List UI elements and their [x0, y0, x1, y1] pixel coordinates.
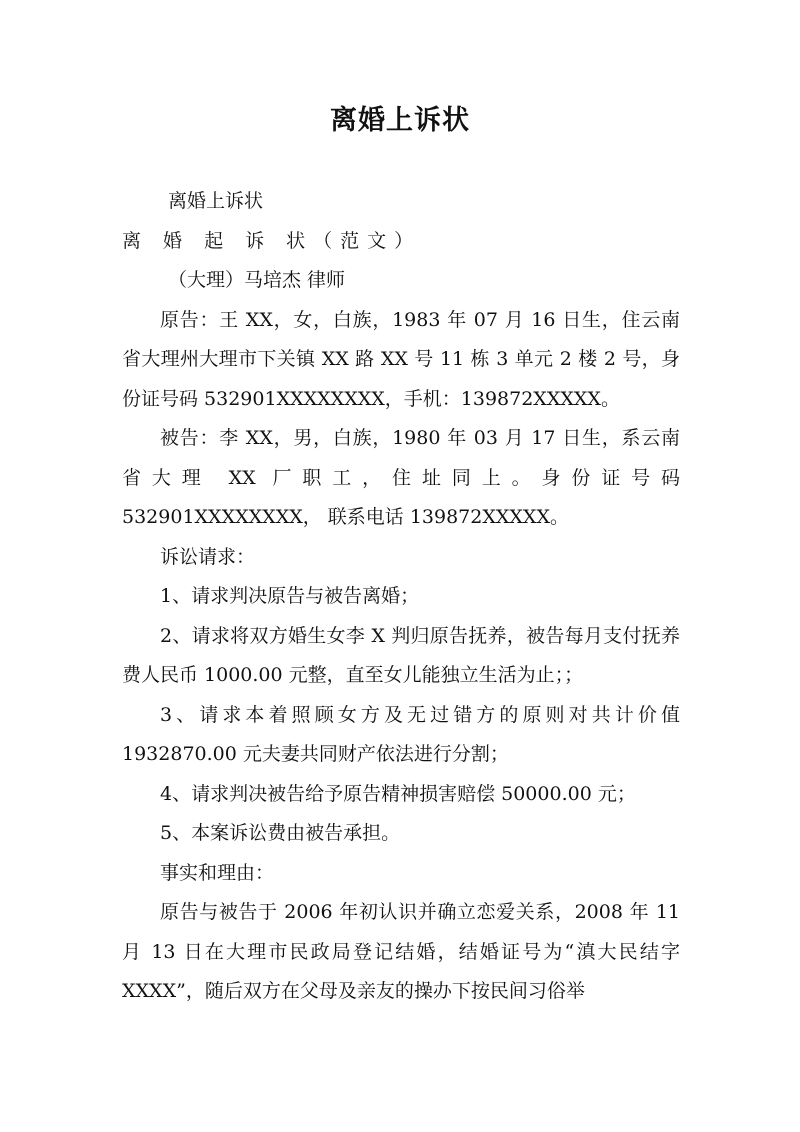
- author-paragraph: （大理）马培杰 律师: [168, 269, 346, 291]
- claim-item-4: 4、请求判决被告给予原告精神损害赔偿 50000.00 元；: [160, 782, 636, 805]
- defendant-paragraph: 被告：李 XX，男，白族，1980 年 03 月 17 日生，系云南省大理 XX 厂职工，住址同上。身份证号码 532901XXXXXXXX， 联系电话 139872XXXXX。: [122, 427, 680, 528]
- document-title: 离婚上诉状: [330, 105, 470, 136]
- claim-item-1: 1、请求判决原告与被告离婚；: [160, 585, 420, 607]
- sample-heading-paragraph: 离 婚 起 诉 状（范文）: [122, 229, 422, 252]
- claims-heading: 诉讼请求：: [160, 545, 256, 568]
- claim-item-5: 5、本案诉讼费由被告承担。: [160, 822, 401, 844]
- document-body: [122, 182, 680, 1012]
- facts-paragraph: 原告与被告于 2006 年初认识并确立恋爱关系，2008 年 11 月 13 日在大理市民政局登记结婚，结婚证号为“滇大民结字 XXXX”，随后双方在父母及亲友的操办下按民间习俗举: [122, 901, 680, 1002]
- facts-heading: 事实和理由：: [160, 861, 275, 884]
- subtitle-paragraph: 离婚上诉状: [168, 190, 264, 212]
- claim-item-3: 3、请求本着照顾女方及无过错方的原则对共计价值 1932870.00 元夫妻共同财产依法进行分割；: [122, 703, 680, 765]
- claim-item-2: 2、请求将双方婚生女李 X 判归原告抚养，被告每月支付抚养费人民币 1000.00 元整，直至女儿能独立生活为止；；: [122, 624, 680, 686]
- plaintiff-paragraph: 原告：王 XX，女，白族，1983 年 07 月 16 日生，住云南省大理州大理市下关镇 XX 路 XX 号 11 栋 3 单元 2 楼 2 号，身份证号码 532901XXXXXXXX，手机：139872XXXXX。: [122, 308, 680, 410]
